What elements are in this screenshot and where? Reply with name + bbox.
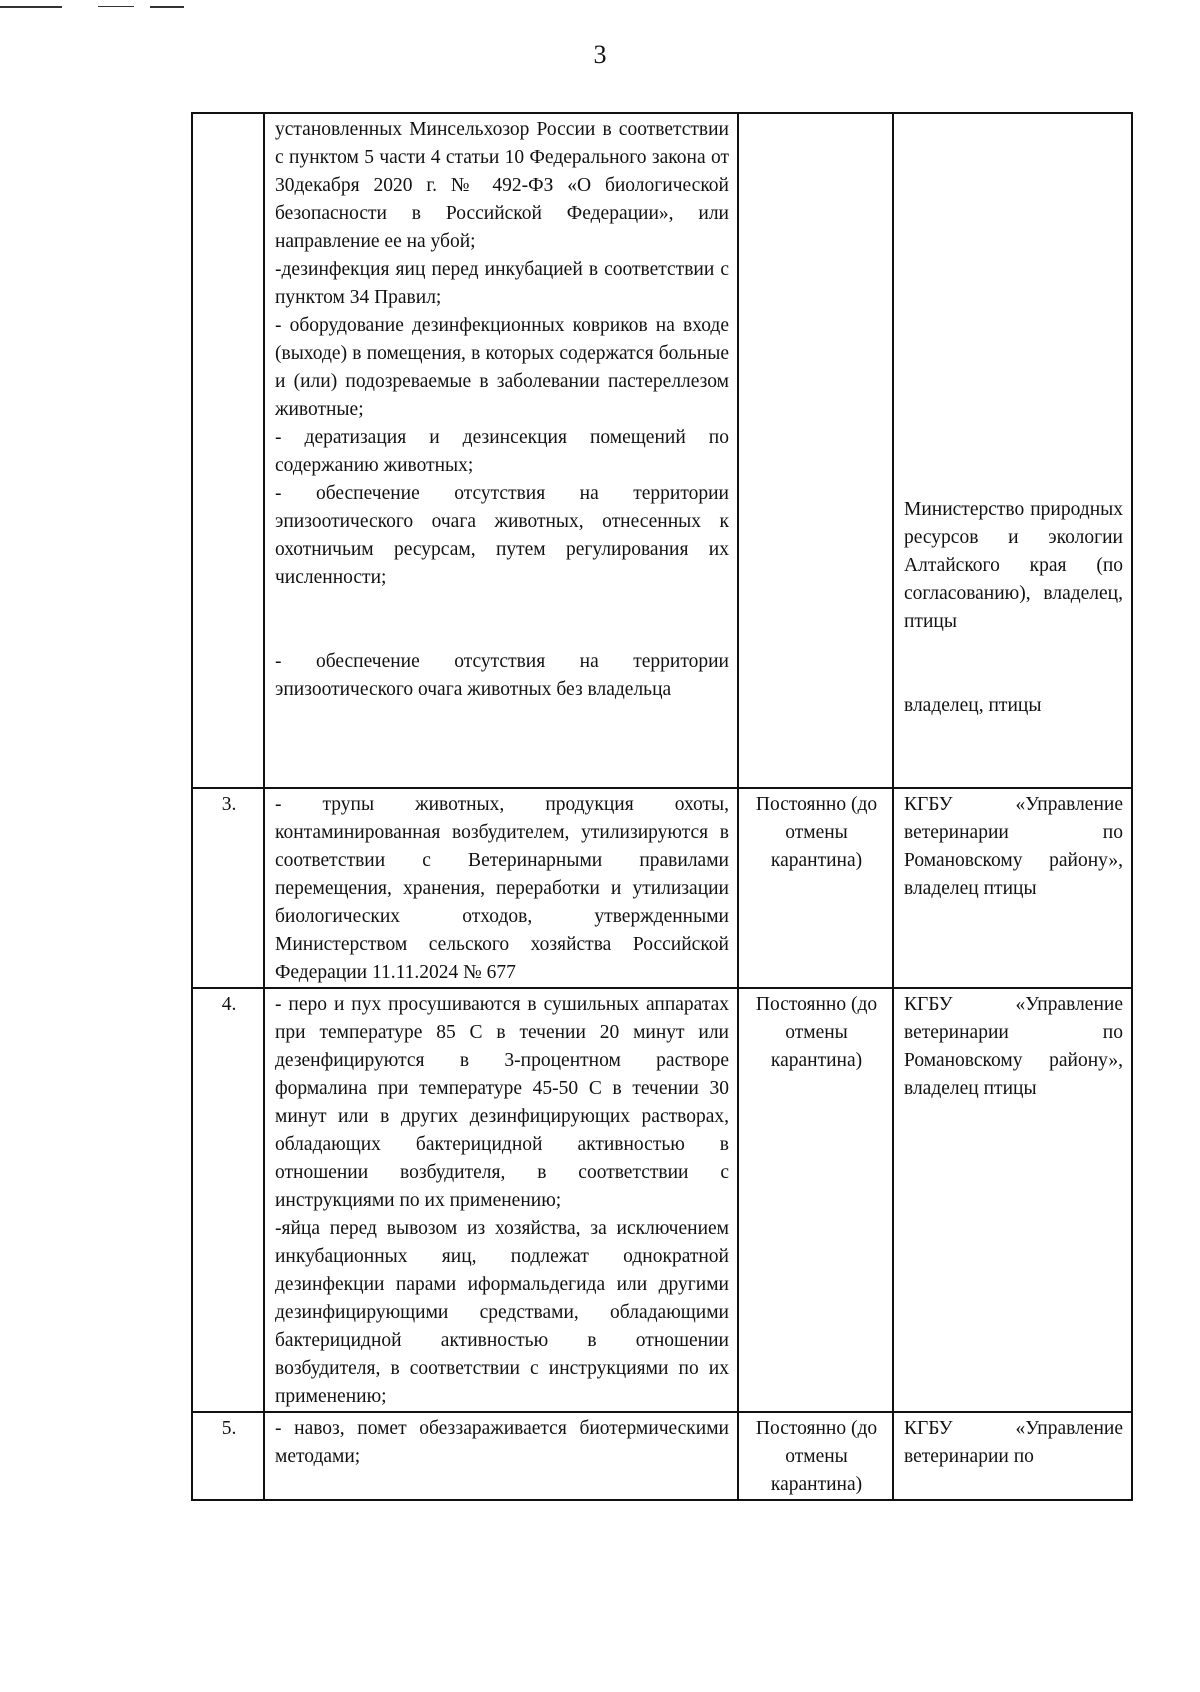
measure-text: -дезинфекция яиц перед инкубацией в соответствии с пунктом 34 Правил; [275,259,729,308]
measure-text: - перо и пух просушиваются в сушильных аппаратах при температуре 85 С в течении 20 минут или дезенфицируются в 3-процентном растворе формалина при температуре 45-50 С в течении 30 минут или в других дезинфицирующих растворах, обладающих бактерицидной активностью в отношении возбудителя, в соответствии с инструкциями по их применению; [275,994,729,1211]
measure-cell: - трупы животных, продукция охоты, контаминированная возбудителем, утилизируются в соответствии с Ветеринарными правилами перемещения, хранения, переработки и утилизации биологических отходов, утвержденными Министерством сельского хозяйства Российской Федерации 11.11.2024 № 677 [264,788,738,988]
page-number: 3 [593,40,607,69]
scan-artifact-line [98,6,134,7]
row-number: 4. [192,988,264,1412]
measure-text: -яйца перед вывозом из хозяйства, за исключением инкубационных яиц, подлежат однократной дезинфекции парами иформальдегида или другими дезинфицирующими средствами, обладающими бактерицидной активностью в отношении возбудителя, в соответствии с инструкциями по их применению; [275,1218,729,1407]
table-row [192,1412,1132,1500]
measure-text: - обеспечение отсутствия на территории эпизоотического очага животных, отнесенных к охотничьим ресурсам, путем регулирования их численности; [275,483,729,588]
scan-artifact-line [150,6,184,8]
measure-cell [264,988,738,1412]
responsible-cell: КГБУ «Управление ветеринарии по Романовскому району», владелец птицы [893,788,1132,988]
table-row [192,113,1132,788]
measure-text: - оборудование дезинфекционных ковриков на входе (выходе) в помещения, в которых содержатся больные и (или) подозреваемые в заболевании пастереллезом животные; [275,315,729,420]
table-row [192,988,1132,1412]
responsible-cell: КГБУ «Управление ветеринарии по Романовскому району», владелец птицы [893,988,1132,1412]
term-cell: Постоянно (до отмены карантина) [738,788,893,988]
measures-table [191,112,1133,1501]
scan-artifact-line [0,6,62,8]
term-cell: Постоянно (до отмены карантина) [738,988,893,1412]
responsible-text: владелец, птицы [904,695,1042,716]
term-cell: Постоянно (до отмены карантина) [738,1412,893,1500]
responsible-cell [893,113,1132,788]
measure-cell: - навоз, помет обеззараживается биотермическими методами; [264,1412,738,1500]
table-row [192,788,1132,988]
responsible-text: Министерство природных ресурсов и экологии Алтайского края (по согласованию), владелец, птицы [904,499,1123,632]
row-number [192,113,264,788]
row-number: 3. [192,788,264,988]
measure-text: установленных Минсельхозор России в соответствии с пунктом 5 части 4 статьи 10 Федерального закона от 30декабря 2020 г. № 492-ФЗ «О биологической безопасности в Российской Федерации», или направление ее на убой; [275,119,729,252]
measure-text: - дератизация и дезинсекция помещений по содержанию животных; [275,427,729,476]
measure-cell [264,113,738,788]
row-number: 5. [192,1412,264,1500]
measure-text: - обеспечение отсутствия на территории эпизоотического очага животных без владельца [275,651,729,700]
term-cell [738,113,893,788]
responsible-cell: КГБУ «Управление ветеринарии по [893,1412,1132,1500]
